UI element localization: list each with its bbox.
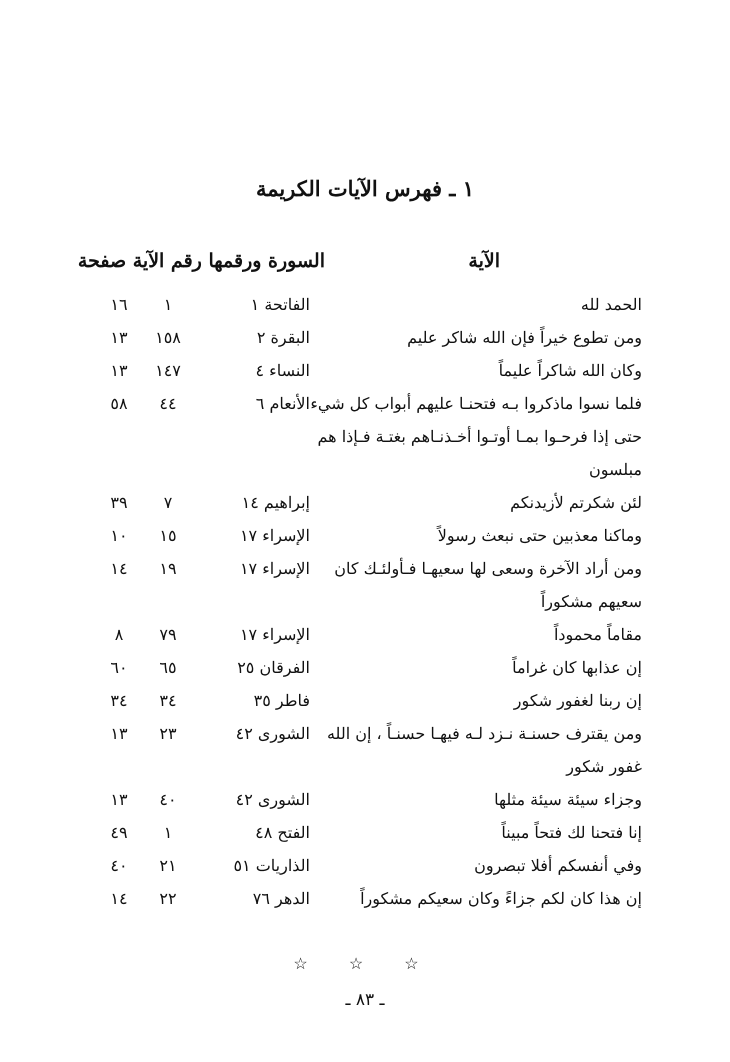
table-row [0,288,730,321]
surah-name: فاطر ٣٥ [253,691,310,710]
table-row [0,783,730,816]
table-row [0,750,730,783]
header-verse: الآية [468,250,500,272]
page-ref: ١٣ [110,361,128,380]
table-row [0,882,730,915]
surah-name: الذاريات ٥١ [233,856,310,875]
surah-name [200,453,310,486]
ayah-number: ٢٢ [159,889,177,908]
table-row [0,321,730,354]
page-ref: ٣٤ [110,691,128,710]
page-ref: ١٦ [110,295,128,314]
header-surah-ayah-page: السورة ورقمها رقم الآية صفحة [77,250,325,272]
surah-name: الإسراء ١٧ [239,559,310,578]
table-row [0,552,730,585]
surah-name: الفاتحة ١ [250,295,310,314]
table-row [0,453,730,486]
table-row [0,585,730,618]
table-row [0,684,730,717]
ayah-number: ٢١ [159,856,177,875]
surah-name: الدهر ٧٦ [252,889,310,908]
page-number: ـ ٨٣ ـ [345,990,385,1010]
ayah-number: ١٥ [159,526,177,545]
surah-name: الفتح ٤٨ [255,823,310,842]
verse-text: سعيهم مشكوراً [540,592,642,611]
verse-text: مقاماً محموداً [553,625,642,644]
page-ref: ١٠ [110,526,128,545]
page-ref: ١٤ [110,559,128,578]
table-row [0,816,730,849]
page-ref [96,453,142,486]
ayah-number: ٦٥ [159,658,177,677]
page-ref: ١٣ [110,790,128,809]
table-row [0,486,730,519]
ayah-number [148,420,188,453]
surah-name: الإسراء ١٧ [239,625,310,644]
ayah-number: ١٤٧ [155,361,181,380]
verse-text: لئن شكرتم لأزيدنكم [510,493,642,512]
surah-name: الأنعام ٦ [255,394,310,413]
page-ref: ٦٠ [110,658,128,677]
surah-name [200,750,310,783]
verse-text: وجزاء سيئة سيئة مثلها [494,790,642,809]
surah-name: النساء ٤ [255,361,310,380]
table-row [0,849,730,882]
page-ref [96,750,142,783]
page-ref: ٣٩ [110,493,128,512]
ayah-number [148,750,188,783]
verse-text: إن هذا كان لكم جزاءً وكان سعيكم مشكوراً [360,889,642,908]
table-row [0,651,730,684]
verse-text: غفور شكور [566,757,642,776]
table-row [0,717,730,750]
page-ref: ٤٠ [110,856,128,875]
surah-name [200,420,310,453]
surah-name: الإسراء ١٧ [239,526,310,545]
verse-index-table [0,288,730,915]
table-row [0,420,730,453]
star-divider-icon: ☆ ☆ ☆ [293,954,437,973]
verse-text: فلما نسوا ماذكروا بـه فتحنـا عليهم أبواب كل شيء [310,394,642,413]
ayah-number: ١٩ [159,559,177,578]
ayah-number: ٢٣ [159,724,177,743]
ayah-number [148,585,188,618]
verse-text: حتى إذا فرحـوا بمـا أوتـوا أخـذنـاهم بغتـة فـإذا هم [317,427,642,446]
page-ref: ١٤ [110,889,128,908]
table-row [0,354,730,387]
ayah-number [148,453,188,486]
page-title: ١ ـ فهرس الآيات الكريمة [255,176,475,201]
verse-text: وكان الله شاكراً عليماً [498,361,642,380]
verse-text: الحمد لله [580,295,642,314]
page-ref: ٨ [114,625,124,644]
verse-text: مبلسون [589,460,642,479]
page-ref [96,420,142,453]
page-ref: ١٣ [110,328,128,347]
surah-name: البقرة ٢ [256,328,310,347]
table-row [0,519,730,552]
verse-text: وماكنا معذبين حتى نبعث رسولاً [437,526,642,545]
ayah-number: ٣٤ [159,691,177,710]
verse-text: ومن يقترف حسنـة نـزد لـه فيهـا حسنـاً ، إن الله [326,724,642,743]
verse-text: ومن أراد الآخرة وسعى لها سعيهـا فـأولئـك كان [334,559,642,578]
page-ref: ٥٨ [110,394,128,413]
page-ref: ٤٩ [110,823,128,842]
table-row [0,618,730,651]
ayah-number: ٧٩ [159,625,177,644]
verse-text: وفي أنفسكم أفلا تبصرون [474,856,642,875]
page-ref [96,585,142,618]
table-row [0,387,730,420]
verse-text: إن عذابها كان غراماً [512,658,642,677]
surah-name: الفرقان ٢٥ [237,658,310,677]
ayah-number: ١٥٨ [155,328,181,347]
ayah-number: ٤٤ [159,394,177,413]
verse-text: ومن تطوع خيراً فإن الله شاكر عليم [407,328,642,347]
surah-name: الشورى ٤٢ [235,724,310,743]
page-ref: ١٣ [110,724,128,743]
surah-name [200,585,310,618]
surah-name: إبراهيم ١٤ [241,493,310,512]
verse-text: إنا فتحنا لك فتحاً مبيناً [501,823,642,842]
ayah-number: ٤٠ [159,790,177,809]
ayah-number: ١ [163,823,173,842]
ayah-number: ١ [163,295,173,314]
verse-text: إن ربنا لغفور شكور [513,691,642,710]
surah-name: الشورى ٤٢ [235,790,310,809]
ayah-number: ٧ [163,493,173,512]
